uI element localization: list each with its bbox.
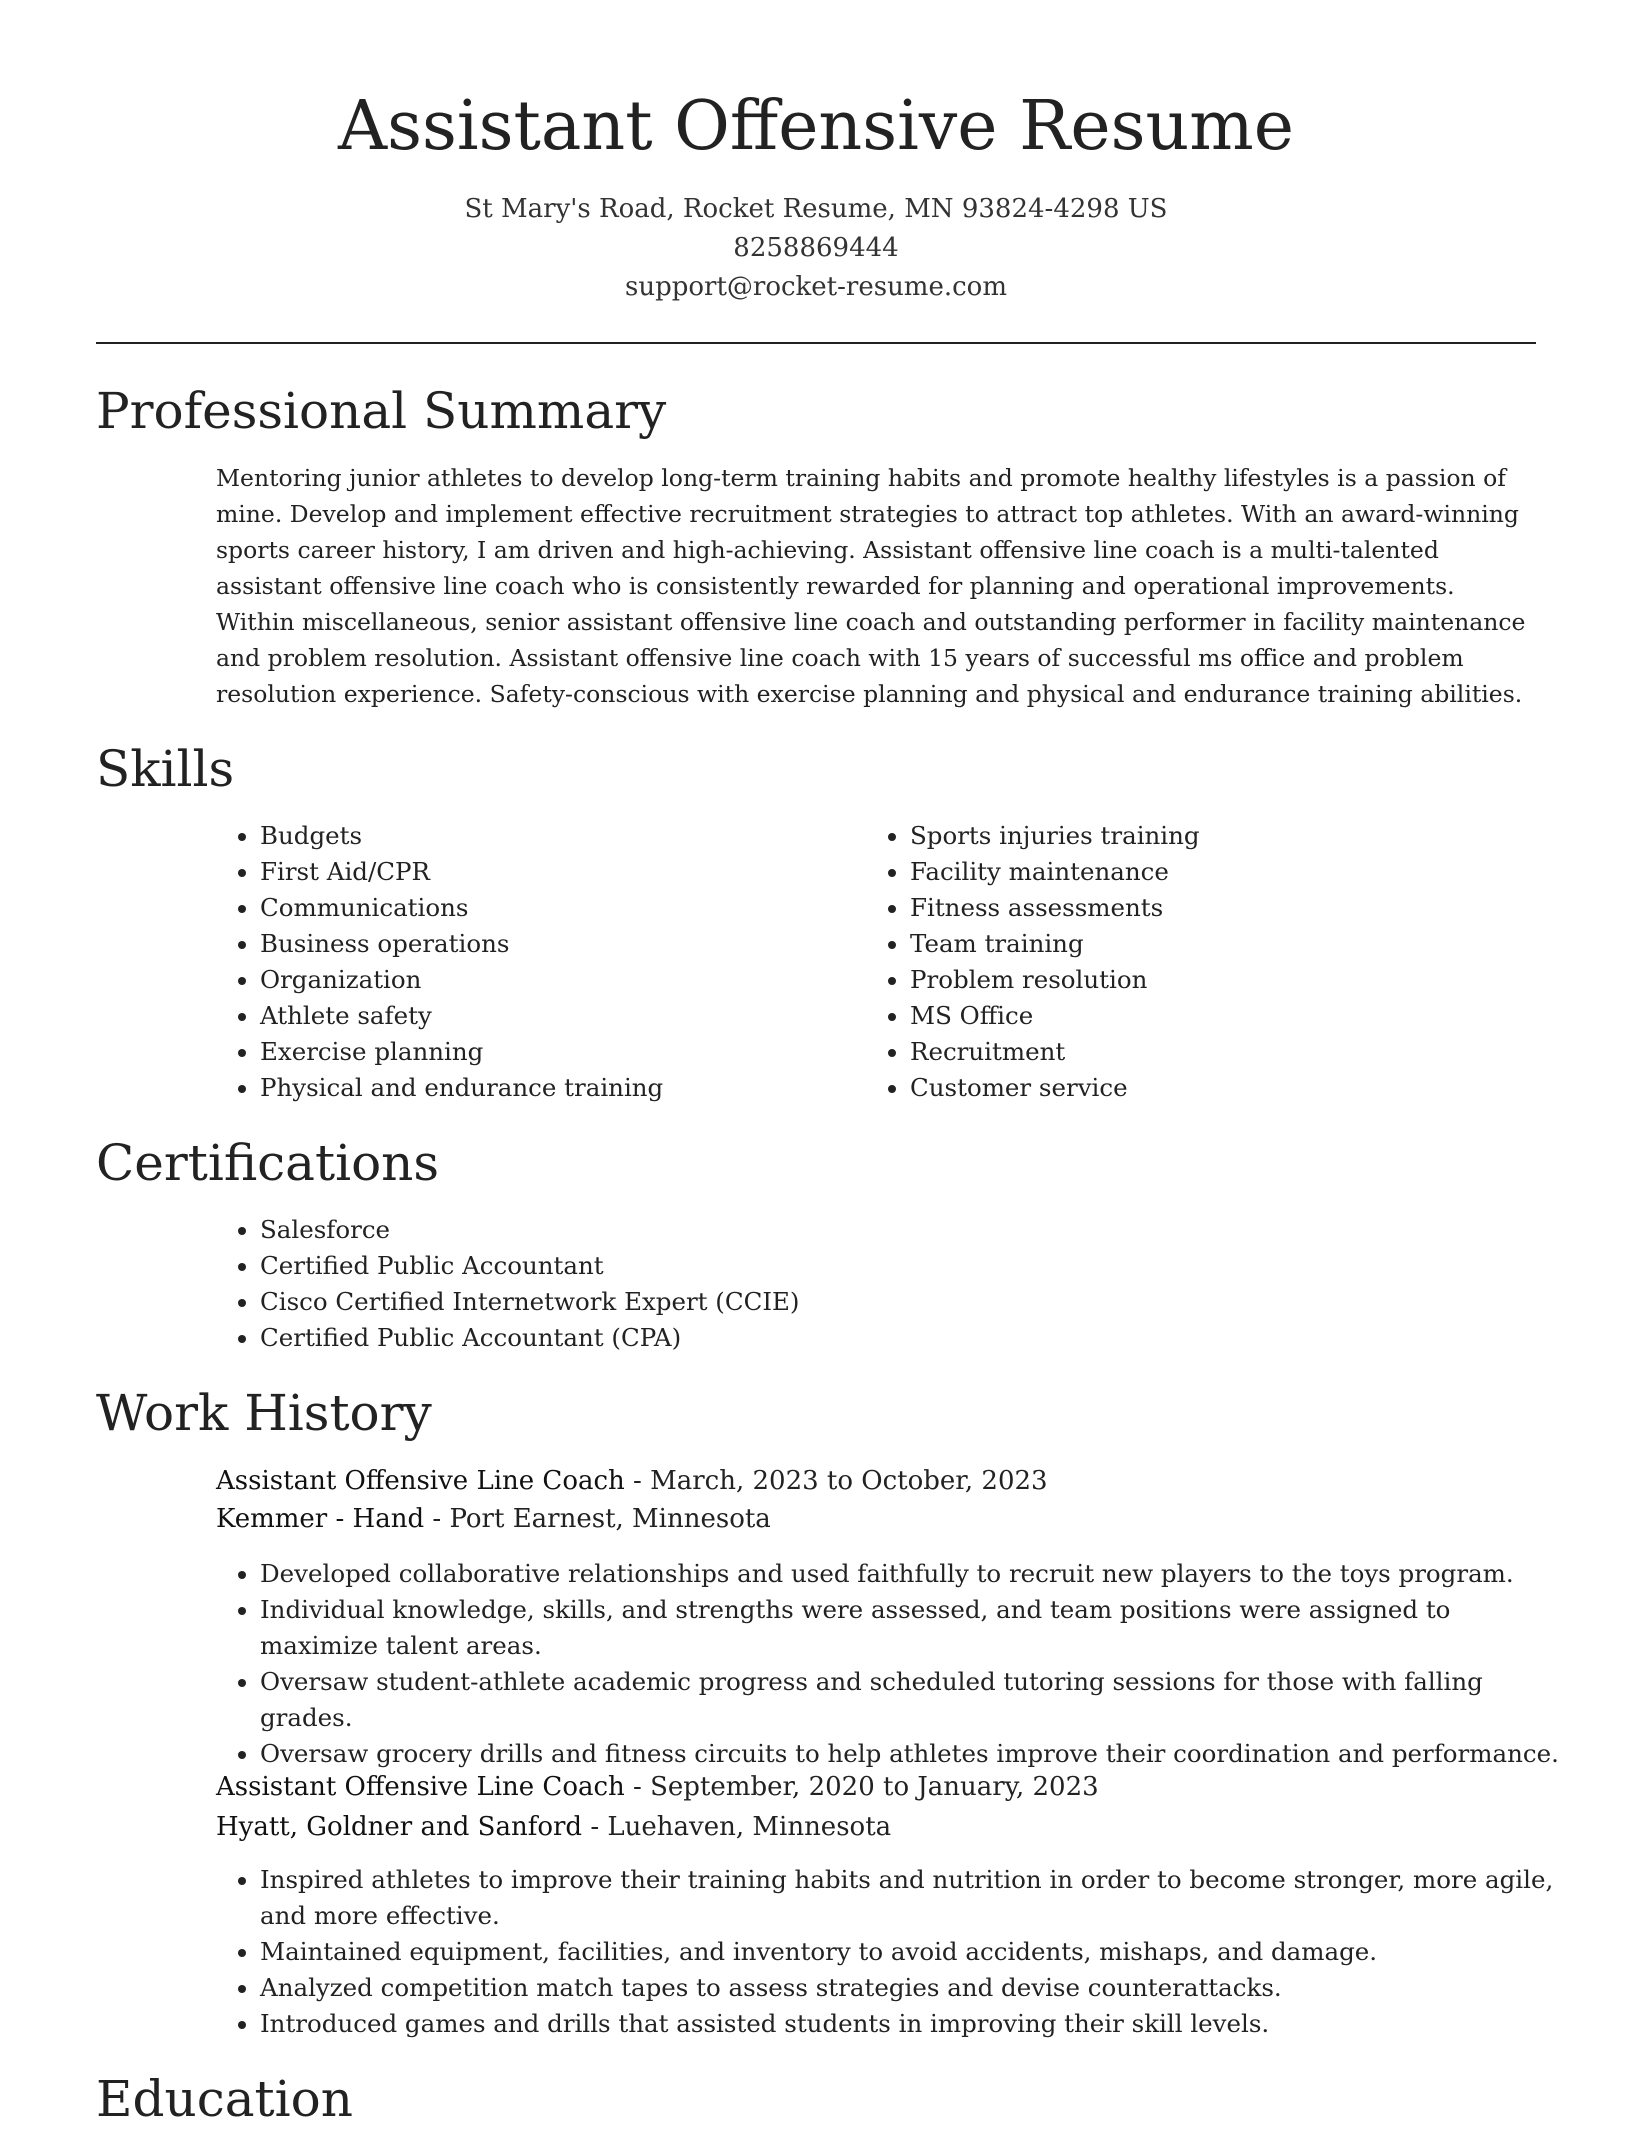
- job-title: Assistant Offensive Line Coach: [216, 1772, 625, 1802]
- skill-item: • Facility maintenance: [910, 854, 1550, 890]
- job-location: Port Earnest, Minnesota: [449, 1504, 771, 1534]
- job-company-line: [216, 1808, 891, 1846]
- job-bullet: • Analyzed competition match tapes to assess strategies and devise counterattacks.: [260, 1970, 1560, 2006]
- skill-item: • MS Office: [910, 998, 1550, 1034]
- job-bullet: • Oversaw student-athlete academic progress and scheduled tutoring sessions for those with falling grades.: [260, 1664, 1560, 1736]
- job-separator: -: [633, 1466, 651, 1496]
- job-location: Luehaven, Minnesota: [607, 1812, 892, 1842]
- job-bullet: • Introduced games and drills that assisted students in improving their skill levels.: [260, 2006, 1560, 2042]
- job-dates: September, 2020 to January, 2023: [650, 1772, 1099, 1802]
- job-dates: March, 2023 to October, 2023: [650, 1466, 1048, 1496]
- job-bullets: [216, 1862, 1560, 2042]
- skill-item: • Communications: [260, 890, 860, 926]
- skill-item: • Problem resolution: [910, 962, 1550, 998]
- job-title-line: [216, 1462, 1048, 1500]
- skill-item: • Organization: [260, 962, 860, 998]
- job-separator: -: [633, 1772, 651, 1802]
- contact-email: support@rocket-resume.com: [624, 272, 1007, 302]
- contact-phone: 8258869444: [733, 233, 899, 263]
- skills-heading: Skills: [96, 740, 235, 798]
- skill-item: • Team training: [910, 926, 1550, 962]
- job-company-line: [216, 1500, 771, 1538]
- job-title: Assistant Offensive Line Coach: [216, 1466, 625, 1496]
- skill-item: • Budgets: [260, 818, 860, 854]
- job-bullet: • Maintained equipment, facilities, and inventory to avoid accidents, mishaps, and damage.: [260, 1934, 1560, 1970]
- job-company: Hyatt, Goldner and Sanford: [216, 1812, 583, 1842]
- work-history-heading: Work History: [96, 1384, 432, 1442]
- job-separator: -: [590, 1812, 608, 1842]
- job-bullet: • Individual knowledge, skills, and strengths were assessed, and team positions were assigned to maximize talent areas.: [260, 1592, 1560, 1664]
- contact-info: [0, 190, 1632, 307]
- skills-list-left: [216, 818, 860, 1106]
- certification-item: • Salesforce: [260, 1212, 1550, 1248]
- certification-item: • Certified Public Accountant: [260, 1248, 1550, 1284]
- job-bullet: • Developed collaborative relationships and used faithfully to recruit new players to the toys program.: [260, 1556, 1560, 1592]
- resume-name: Assistant Offensive Resume: [337, 87, 1295, 166]
- header-divider: [96, 342, 1536, 344]
- skill-item: • Sports injuries training: [910, 818, 1550, 854]
- certifications-heading: Certifications: [96, 1134, 440, 1192]
- skill-item: • Physical and endurance training: [260, 1070, 860, 1106]
- summary-heading: Professional Summary: [96, 382, 667, 440]
- skill-item: • Fitness assessments: [910, 890, 1550, 926]
- job-separator: -: [432, 1504, 450, 1534]
- education-heading: Education: [96, 2070, 353, 2128]
- skill-item: • Customer service: [910, 1070, 1550, 1106]
- job-company: Kemmer - Hand: [216, 1504, 425, 1534]
- skill-item: • Exercise planning: [260, 1034, 860, 1070]
- job-bullet: • Inspired athletes to improve their training habits and nutrition in order to become stronger, more agile, and more effective.: [260, 1862, 1560, 1934]
- contact-address: St Mary's Road, Rocket Resume, MN 93824-4298 US: [464, 194, 1168, 224]
- skill-item: • First Aid/CPR: [260, 854, 860, 890]
- job-bullet: • Oversaw grocery drills and fitness circuits to help athletes improve their coordination and performance.: [260, 1736, 1560, 1772]
- skill-item: • Recruitment: [910, 1034, 1550, 1070]
- certification-item: • Certified Public Accountant (CPA): [260, 1320, 1550, 1356]
- resume-header: [0, 82, 1632, 307]
- certifications-list: [216, 1212, 1550, 1356]
- job-title-line: [216, 1768, 1099, 1806]
- summary-text: Mentoring junior athletes to develop long-term training habits and promote healthy lifestyles is a passion of mine. Develop and implement effective recruitment strategies to attract top athletes. With an award-winning sports career history, I am driven and high-achieving. Assistant offensive line coach is a multi-talented assistant offensive line coach who is consistently rewarded for planning and operational improvements. Within miscellaneous, senior assistant offensive line coach and outstanding performer in facility maintenance and problem resolution. Assistant offensive line coach with 15 years of successful ms office and problem resolution experience. Safety-conscious with exercise planning and physical and endurance training abilities.: [216, 464, 1526, 708]
- skill-item: • Business operations: [260, 926, 860, 962]
- skills-list-right: [866, 818, 1550, 1106]
- certification-item: • Cisco Certified Internetwork Expert (CCIE): [260, 1284, 1550, 1320]
- job-bullets: [216, 1556, 1560, 1772]
- skill-item: • Athlete safety: [260, 998, 860, 1034]
